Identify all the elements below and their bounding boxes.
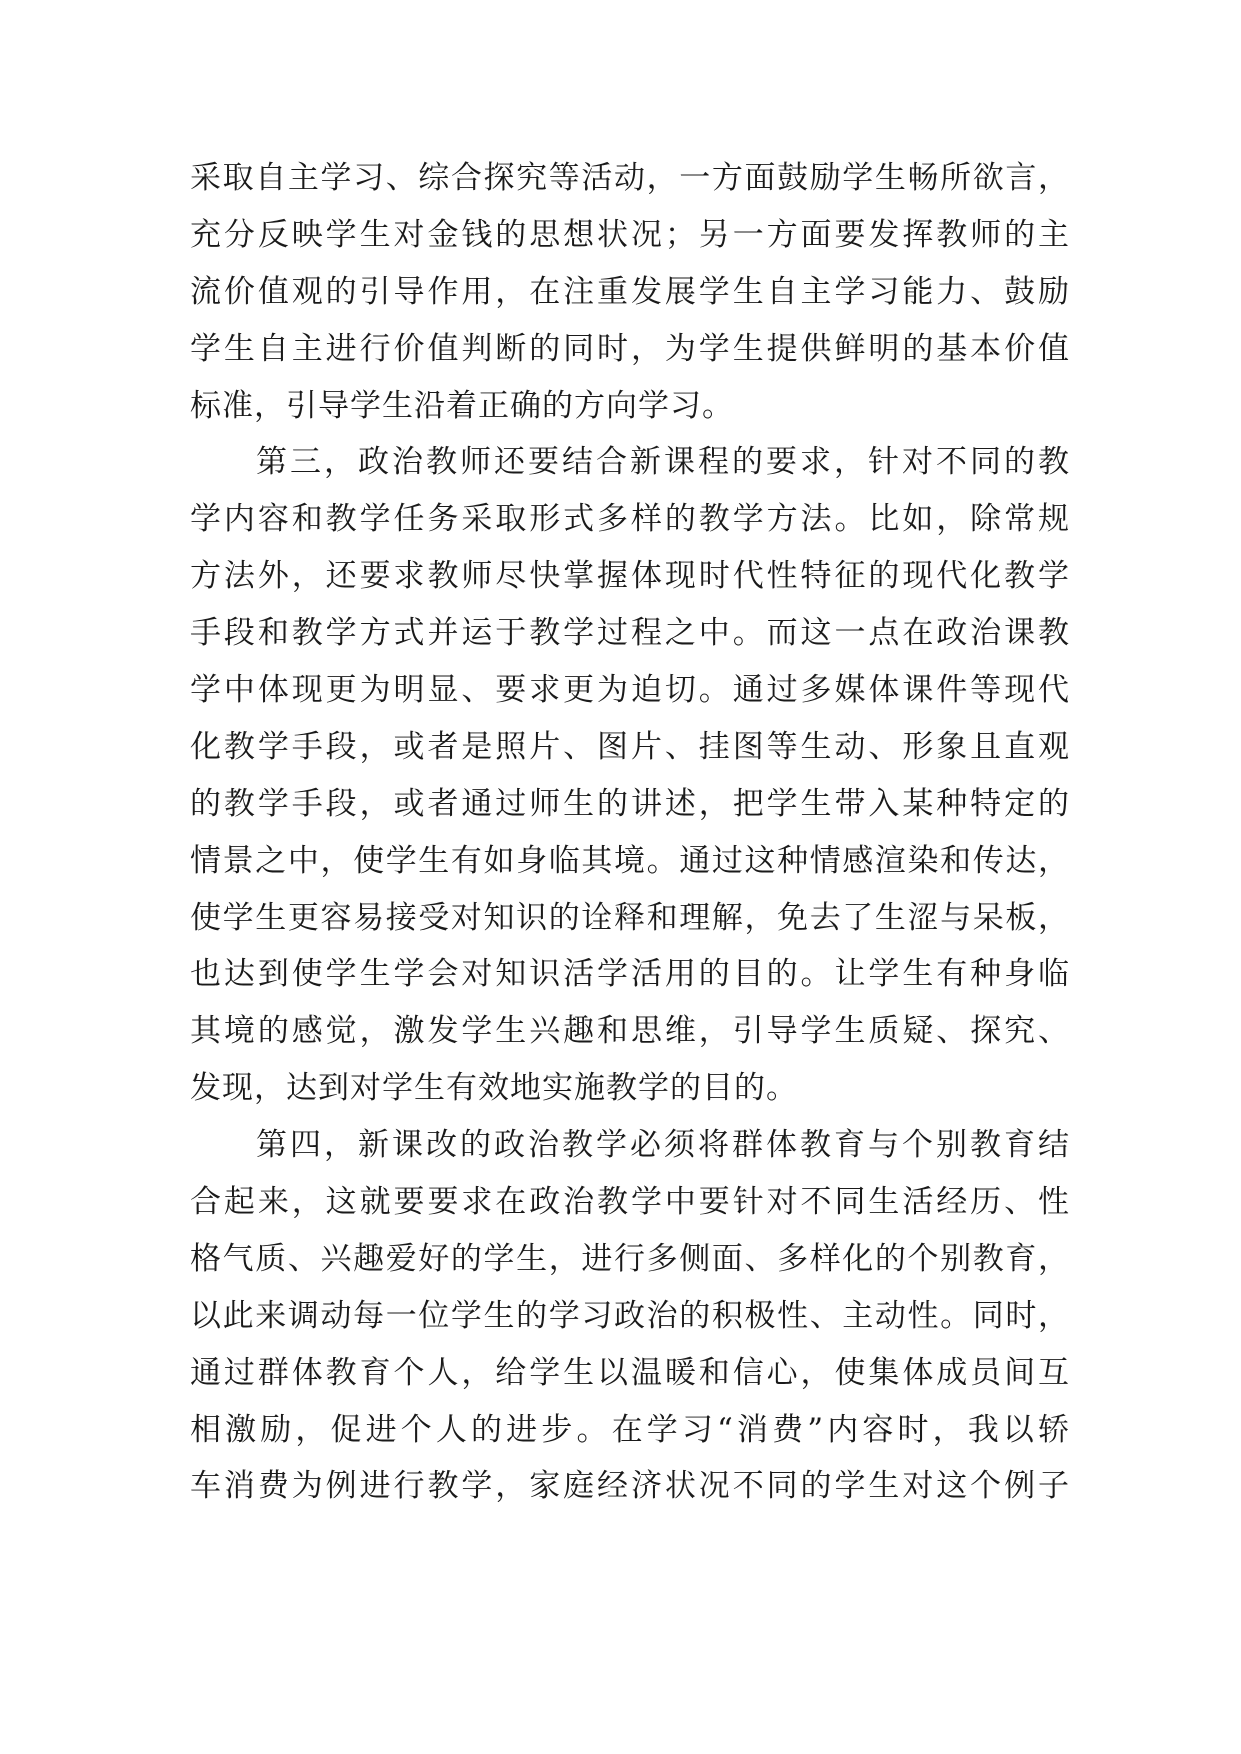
- text-line: 以此来调动每一位学生的学习政治的积极性、主动性。同时，: [190, 1297, 1070, 1334]
- text-line: 相激励，促进个人的进步。在学习“消费”内容时，我以轿: [190, 1411, 1070, 1448]
- text-line: 格气质、兴趣爱好的学生，进行多侧面、多样化的个别教育，: [190, 1240, 1070, 1277]
- document-body: [190, 150, 1070, 1515]
- text-line: 标准，引导学生沿着正确的方向学习。: [190, 387, 734, 424]
- text-line: 学中体现更为明显、要求更为迫切。通过多媒体课件等现代: [190, 672, 1070, 709]
- text-line: 方法外，还要求教师尽快掌握体现时代性特征的现代化教学: [190, 558, 1070, 595]
- text-line: 其境的感觉，激发学生兴趣和思维，引导学生质疑、探究、: [190, 1013, 1070, 1050]
- text-line: 发现，达到对学生有效地实施教学的目的。: [190, 1070, 798, 1107]
- paragraph: [190, 434, 1070, 1117]
- text-line: 化教学手段，或者是照片、图片、挂图等生动、形象且直观: [190, 728, 1070, 765]
- text-line: 的教学手段，或者通过师生的讲述，把学生带入某种特定的: [190, 785, 1070, 822]
- text-line: 采取自主学习、综合探究等活动，一方面鼓励学生畅所欲言，: [190, 160, 1070, 196]
- text-line: 合起来，这就要要求在政治教学中要针对不同生活经历、性: [190, 1184, 1070, 1221]
- paragraph: [190, 150, 1070, 434]
- text-line: 手段和教学方式并运于教学过程之中。而这一点在政治课教: [190, 615, 1070, 652]
- text-line: 第三，政治教师还要结合新课程的要求，针对不同的教: [256, 444, 1070, 481]
- text-line: 第四，新课改的政治教学必须将群体教育与个别教育结: [256, 1127, 1070, 1164]
- paragraph: [190, 1117, 1070, 1515]
- text-line: 情景之中，使学生有如身临其境。通过这种情感渲染和传达，: [190, 842, 1070, 879]
- text-line: 使学生更容易接受对知识的诠释和理解，免去了生涩与呆板，: [190, 899, 1070, 936]
- text-line: 流价值观的引导作用，在注重发展学生自主学习能力、鼓励: [190, 273, 1070, 310]
- text-line: 也达到使学生学会对知识活学活用的目的。让学生有种身临: [190, 956, 1070, 993]
- text-line: 通过群体教育个人，给学生以温暖和信心，使集体成员间互: [190, 1354, 1070, 1391]
- text-line: 车消费为例进行教学，家庭经济状况不同的学生对这个例子: [190, 1468, 1070, 1505]
- text-line: 学内容和教学任务采取形式多样的教学方法。比如，除常规: [190, 501, 1070, 538]
- text-line: 学生自主进行价值判断的同时，为学生提供鲜明的基本价值: [190, 330, 1070, 367]
- text-line: 充分反映学生对金钱的思想状况；另一方面要发挥教师的主: [190, 216, 1070, 253]
